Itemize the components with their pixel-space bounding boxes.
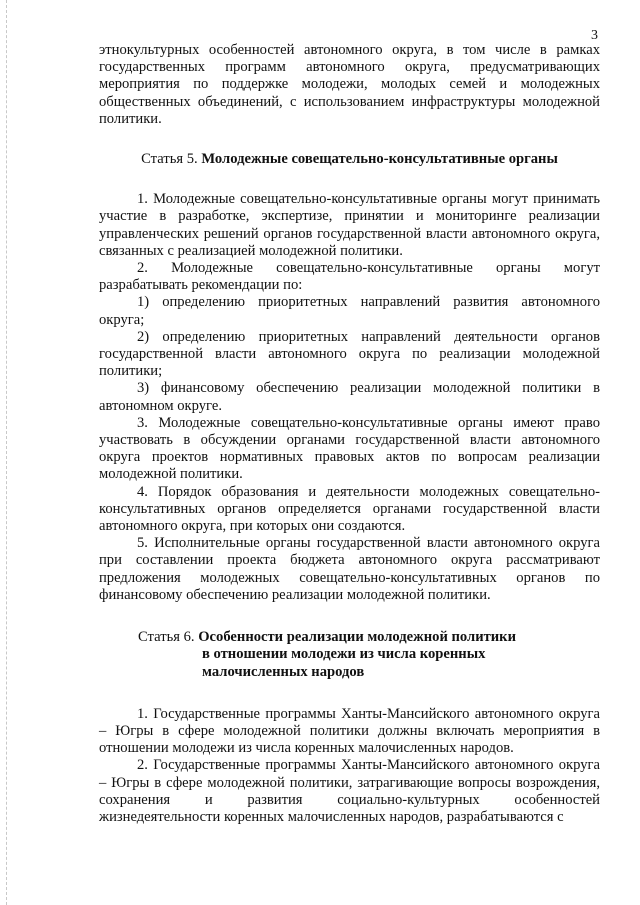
article-5-list-item: 1) определению приоритетных направлений развития автономного округа; [99, 294, 600, 328]
article-6-heading [99, 629, 600, 681]
article-5-list-item: 2) определению приоритетных направлений деятельности органов государственной власти автономного округа по реализации молодежной политики; [99, 328, 600, 380]
article-6-title-line-3: малочисленных народов [202, 663, 365, 680]
article-5-prefix: Статья 5. [141, 151, 198, 168]
article-5-heading [99, 151, 600, 168]
document-body [99, 42, 600, 826]
article-6-paragraph: 1. Государственные программы Ханты-Мансийского автономного округа – Югры в сфере молодежной политики должны включать мероприятия в отношении молодежи из числа коренных малочисленных народов. [99, 705, 600, 757]
article-6-prefix: Статья 6. [138, 629, 195, 646]
article-6-heading-line-1 [138, 629, 600, 646]
article-5-paragraph: 1. Молодежные совещательно-консультативные органы могут принимать участие в разработке, экспертизе, принятии и мониторинге реализации управленческих решений органов государственной власти автономного округа, связанных с реализацией молодежной политики. [99, 191, 600, 259]
article-5-paragraph: 2. Молодежные совещательно-консультативные органы могут разрабатывать рекомендации по: [99, 260, 600, 294]
article-5-paragraph: 4. Порядок образования и деятельности молодежных совещательно-консультативных органов определяется органами государственной власти автономного округа, при которых они создаются. [99, 483, 600, 535]
intro-paragraph: этнокультурных особенностей автономного округа, в том числе в рамках государственных программ автономного округа, предусматривающих мероприятия по поддержке молодежи, молодых семей и молодежных общественных объединений, с использованием инфраструктуры молодежной политики. [99, 42, 600, 127]
article-6-title-line-2: в отношении молодежи из числа коренных [202, 646, 486, 663]
article-5-paragraph: 5. Исполнительные органы государственной власти автономного округа при составлении проекта бюджета автономного округа рассматривают предложения молодежных совещательно-консультативных органов по финансовому обеспечению реализации молодежной политики. [99, 535, 600, 603]
article-5-paragraph: 3. Молодежные совещательно-консультативные органы имеют право участвовать в обсуждении органами государственной власти автономного округа проектов нормативных правовых актов по вопросам реализации молодежной политики. [99, 414, 600, 483]
article-5-title: Молодежные совещательно-консультативные органы [201, 151, 558, 168]
scan-edge-decoration [6, 0, 8, 905]
article-6-title-line-1: Особенности реализации молодежной политики [198, 629, 517, 646]
article-6-paragraph: 2. Государственные программы Ханты-Мансийского автономного округа – Югры в сфере молодежной политики, затрагивающие вопросы возрождения, сохранения и развития социально-культурных особенностей жизнедеятельности коренных малочисленных народов, разрабатываются с [99, 757, 600, 825]
page-number: 3 [591, 28, 598, 43]
article-5-list-item: 3) финансовому обеспечению реализации молодежной политики в автономном округе. [99, 380, 600, 414]
